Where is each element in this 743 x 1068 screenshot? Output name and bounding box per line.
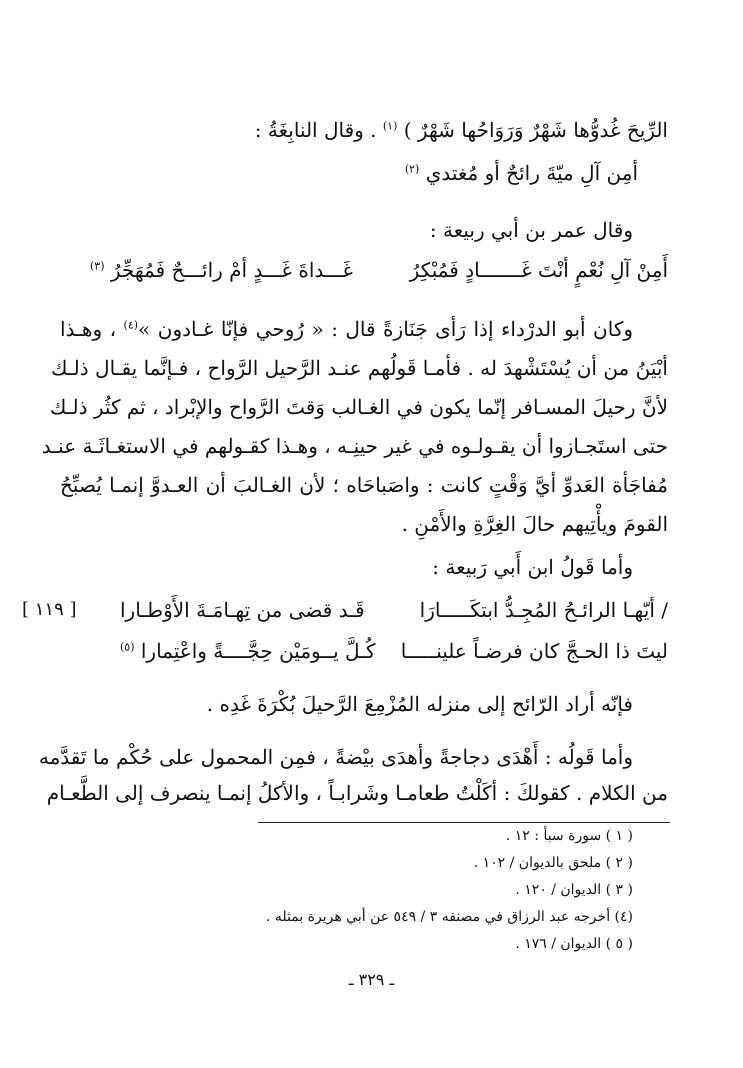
verse-2-first-hemistich: / أيّهـا الرائـحُ المُجِـدُّ ابتكَـــــارَا <box>419 598 668 622</box>
footnote-2: ( ٢ ) ملحق بالديوان / ١٠٢ . <box>473 855 633 871</box>
footnote-3: ( ٣ ) الديوان / ١٢٠ . <box>515 882 633 898</box>
verse-nabigha-text: أمِن آلِ ميّةَ رائحٌ أو مُغتدي <box>425 161 638 185</box>
intro-umar: وقال عمر بن أبي ربيعة : <box>429 218 633 242</box>
paragraph-2-line-1: وأما قَولُ ابن أَبي رَبيعة : <box>432 555 633 579</box>
margin-page-reference: [ ١١٩ ] <box>22 599 77 620</box>
verse-2-second-hemistich: قَـد قضى من تِهـامَـةَ الأَوْطـارا <box>120 598 365 622</box>
paragraph-4-line-1: وأما قَولُه : أَهْدَى دجاجةً وأهدَى بيْضةً ، فمِن المحمول على حُكْم ما تَقدَّمه <box>38 745 633 769</box>
paragraph-1-line-4: حتى استَجـازوا أن يقـولـوه في غير حينِـه ، وهـذا كقـولهم في الاستغـاثَـة عنـد <box>41 434 668 458</box>
footnote-marker-4: (٤) <box>123 318 139 332</box>
footnote-marker-1: (١) <box>382 119 398 133</box>
footnote-marker-2: (٢) <box>404 162 420 176</box>
verse-1-first-hemistich: أَمِنْ آلِ نُعْمٍ أنْتَ غَـــــــادٍ فَمُبْكِرُ <box>409 258 668 282</box>
paragraph-1-line-1-tail: ، وهـذا <box>60 317 117 341</box>
footnote-5: ( ٥ ) الديوان / ١٧٦ . <box>515 936 633 952</box>
footnote-1: ( ١ ) سورة سبأ : ١٢ . <box>505 828 633 844</box>
footnote-marker-5: (٥) <box>120 640 135 654</box>
verse-3-second-hemistich <box>120 636 376 666</box>
footnote-marker-3: (٣) <box>90 259 105 273</box>
paragraph-4-line-2: من الكلام . كقولكَ : أكَلْتُ طعامـا وشَرابـاً ، والأكلُ إنمـا ينصرف إلى الطَّعـام <box>46 781 668 805</box>
footnote-4: (٤) أخرجه عبد الرزاق في مصنفه ٣ / ٥٤٩ عن أبي هريرة بمثله . <box>265 909 633 925</box>
paragraph-1-line-6: القومَ ويأْتِيهم حالَ الغِرَّةِ والأَمْنِ . <box>401 512 668 536</box>
verse-3-first-hemistich: ليتَ ذا الحـجَّ كان فرضـاً علينـــــا <box>400 639 668 663</box>
verse-1-second-text: غَـــداةَ غَـــدٍ أمْ رائـــحٌ فَمُهَجِّرُ <box>110 258 353 282</box>
paragraph-1-line-3: لأنَّ رحيلَ المسـافر إنّما يكون في الغـالب وَقتَ الرَّواح والإبْراد ، ثم كثُر ذلـك <box>49 395 668 419</box>
paragraph-1-line-5: مُفاجَأة العَدوِّ أيَّ وَقْتٍ كانت : واصَباحَاه ؛ لأن الغـالبَ أن العـدوَّ إنمـا يُصبِّحُ <box>60 473 668 497</box>
verse-nabigha <box>405 158 638 188</box>
paragraph-1-line-2: أبْيَنُ من أن يُسْتَشْهدَ له . فأمـا قَولُهم عنـد الرَّحيل الرَّواح ، فـإنَّما يقـال ذلـك <box>50 356 668 380</box>
paragraph-3-line-1: فإنّه أراد الرّائح إلى منزله المُزْمِعَ الرَّحيلَ بُكْرَةَ غَدِه . <box>206 692 633 716</box>
verse-1-second-hemistich <box>90 255 353 285</box>
quran-quote: الرِّيحَ غُدوُّها شَهْرٌ وَرَوَاحُها شَهْرٌ ) <box>403 118 668 142</box>
verse-3-second-text: كُـلَّ يــومَيْن حِجَّــــةً واعْتِمارا <box>140 639 376 663</box>
text-line-1-tail: . وقال النابِغَةُ : <box>254 118 377 142</box>
page-number: ـ ٣٢٩ ـ <box>348 970 395 989</box>
text-line-1 <box>255 115 668 145</box>
paragraph-1-line-1-text: وكان أبو الدرْداء إذا رَأى جَنَازةً قال : « رُوحي فإنّا غـادون » <box>138 317 634 341</box>
footnote-separator <box>258 822 670 823</box>
paragraph-1-line-1 <box>60 314 633 344</box>
